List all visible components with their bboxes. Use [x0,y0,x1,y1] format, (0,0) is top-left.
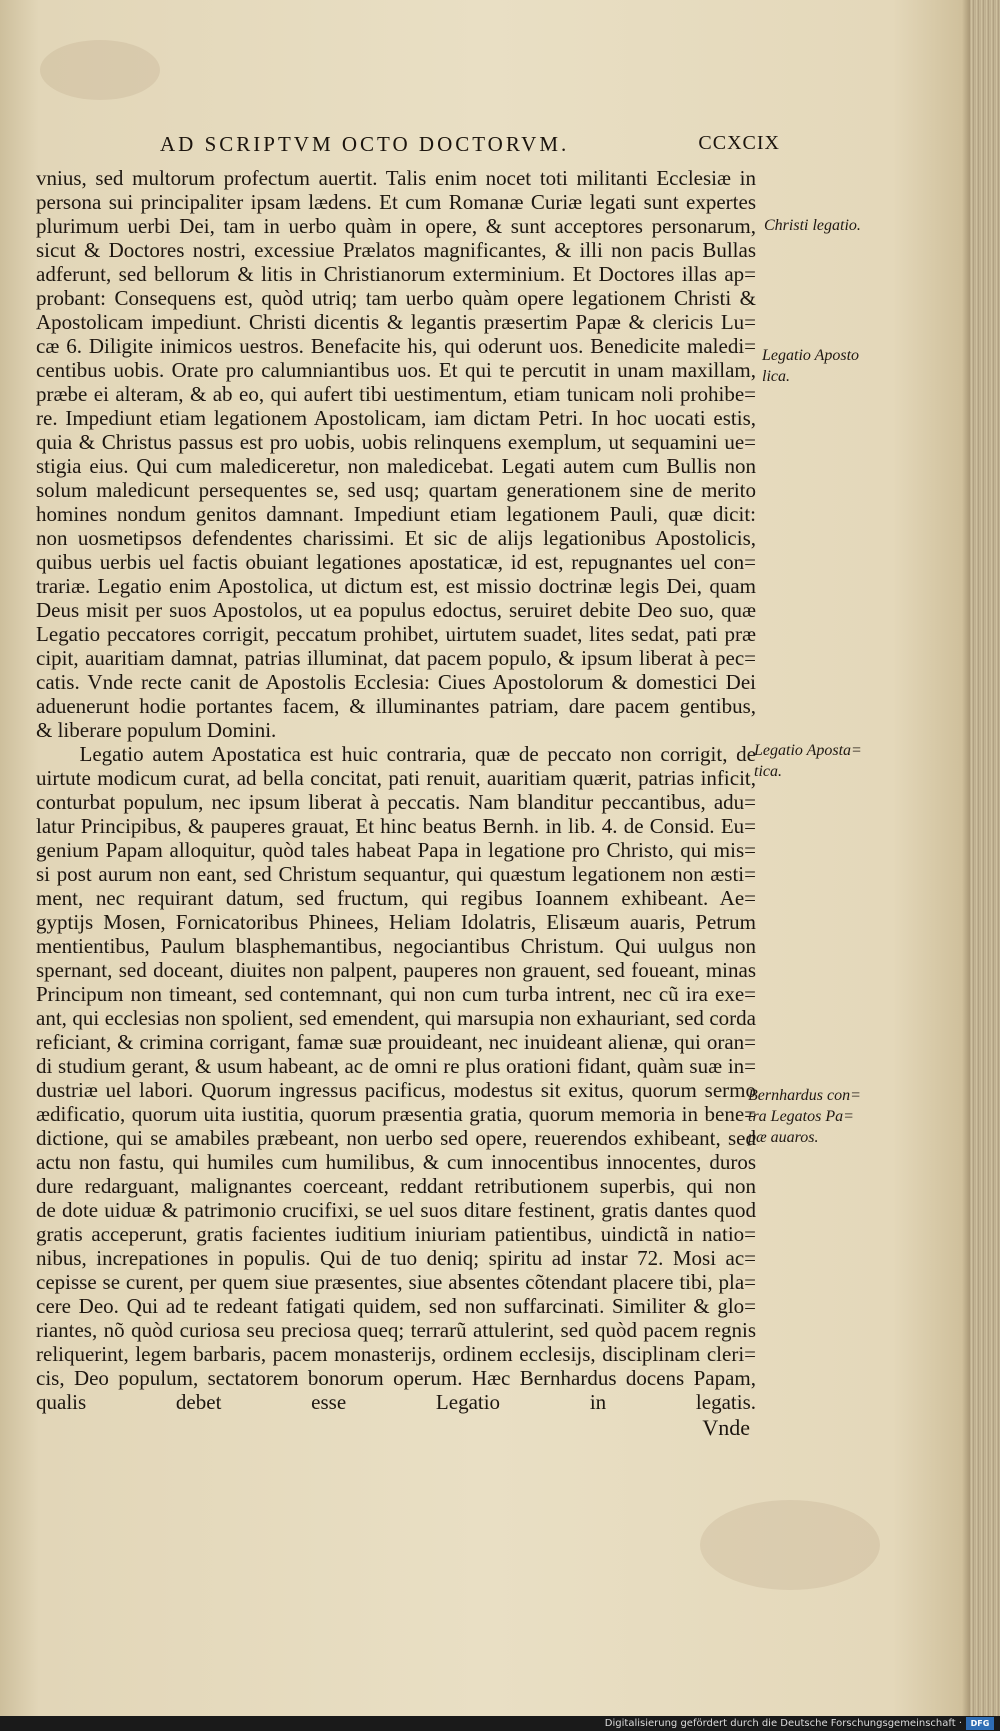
text-line: quibus uerbis uel factis obuiant legationes apostaticæ, id est, repugnantes uel con= [36,550,756,574]
text-line: ment, nec requirant datum, sed fructum, qui regibus Ioannem exhibeant. Ae= [36,886,756,910]
text-line: Deus misit per suos Apostolos, ut ea populus edoctus, seruiret debite Deo suo, quæ [36,598,756,622]
text-line: & liberare populum Domini. [36,718,277,742]
text-line: qualis debet esse Legatio in legatis. [36,1390,756,1414]
page-edges [970,0,1000,1716]
text-line: conturbat populum, nec ipsum liberat à peccatis. Nam blanditur peccantibus, adu= [36,790,756,814]
text-line: catis. Vnde recte canit de Apostolis Ecclesia: Ciues Apostolorum & domestici Dei [36,670,756,694]
text-line: præbe ei alteram, & ab eo, qui aufert tibi uestimentum, etiam tunicam noli prohibe= [36,382,756,406]
text-line: cepisse se curent, per quem siue præsentes, siue absentes cõtendant placere tibi, pla= [36,1270,756,1294]
text-line: mentientibus, Paulum blasphemantibus, negociantibus Christum. Qui uulgus non [36,934,756,958]
text-line: persona sui principaliter ipsam lædens. Et cum Romanæ Curiæ legati sunt expertes [36,190,756,214]
marginal-note: Legatio Aposto lica. [762,347,860,385]
text-line: dictione, qui se amabiles præbeant, non uerbo sed opere, reuerendos exhibeant, sed [36,1126,756,1150]
text-line: Legatio peccatores corrigit, peccatum prohibet, uirtutem suadet, lites sedat, pati præ [36,622,756,646]
paper-stain [40,40,160,100]
bleed-through-text [815,840,895,930]
text-line: cis, Deo populum, sectatorem bonorum operum. Hæc Bernhardus docens Papam, [36,1366,756,1390]
running-head: AD SCRIPTVM OCTO DOCTORVM. [160,132,570,156]
text-line: gratis acceperunt, gratis facientes iuditium iniuriam patientibus, uindictã in natio= [36,1222,756,1246]
text-line: cipit, auaritiam damnat, patrias illuminat, dat pacem populo, & ipsum liberat à pec= [36,646,756,670]
text-line: reficiant, & crimina corrigant, famæ suæ prouideant, nec inuideant alienæ, qui oran= [36,1030,756,1054]
text-line: sicut & Doctores nostri, excessiue Prælatos magnificantes, & illi non pacis Bullas [36,238,756,262]
text-line: plurimum uerbi Dei, tam in uerbo quàm in opere, & sunt acceptores personarum, [36,214,756,238]
text-line: cere Deo. Qui ad te redeant fatigati quidem, sed non suffarcinati. Similiter & glo= [36,1294,756,1318]
text-line: solum maledicunt persequentes se, sed usq; quartam generationem sine de merito [36,478,756,502]
text-line: adferunt, sed bellorum & litis in Christianorum exterminium. Et Doctores illas ap= [36,262,756,286]
digitization-footer [0,1716,1000,1731]
text-line: spernant, sed doceant, diuites non palpent, pauperes non grauent, sed foueant, minas [36,958,756,982]
marginal-note: Christi legatio. [764,217,861,234]
text-line: homines nondum genitos damnant. Impediunt etiam legationem Pauli, quæ dicit: [36,502,756,526]
text-line: vnius, sed multorum profectum auertit. Talis enim nocet toti militanti Ecclesiæ in [36,166,756,190]
text-line: latur Principibus, & pauperes grauat, Et hinc beatus Bernh. in lib. 4. de Consid. Eu= [36,814,756,838]
footer-credit: Digitalisierung gefördert durch die Deutsche Forschungsgemeinschaft · [604,1718,962,1729]
text-line: Apostolicam impediunt. Christi dicentis & legantis præsertim Papæ & clericis Lu= [36,310,756,334]
catchword: Vnde [702,1415,750,1440]
text-line: aduenerunt hodie portantes facem, & illuminantes patriam, dare pacem gentibus, [36,694,756,718]
dfg-logo-icon: DFG [966,1717,994,1730]
text-line: dustriæ uel labori. Quorum ingressus pacificus, modestus sit exitus, quorum sermo [36,1078,756,1102]
text-line: non uosmetipsos defendentes charissimi. Et sic de alijs legationibus Apostolicis, [36,526,756,550]
bleed-through-text [815,1450,895,1530]
text-line: ant, qui ecclesias non spolient, sed emendent, qui marsupia non exhauriant, sed corda [36,1006,756,1030]
text-line: riantes, nõ quòd curiosa seu preciosa queq; terrarũ attulerint, sed quòd pacem regnis [36,1318,756,1342]
page-gutter-shadow [962,0,970,1716]
body-text [36,165,756,1435]
text-line: nibus, increpationes in populis. Qui de tuo deniq; spiritu ad instar 72. Mosi ac= [36,1246,756,1270]
text-line: stigia eius. Qui cum malediceretur, non maledicebat. Legati autem cum Bullis non [36,454,756,478]
text-line: uirtute modicum curat, ad bella concitat, pati renuit, auaritiam quærit, patrias inficit, [36,766,756,790]
text-line: re. Impediunt etiam legationem Apostolicam, iam dictam Petri. In hoc uocati estis, [36,406,756,430]
text-line: di studium gerant, & usum habeant, ac de omni re plus orationi fidant, quàm suæ in= [36,1054,756,1078]
text-line: Legatio autem Apostatica est huic contraria, quæ de peccato non corrigit, de [36,742,756,766]
text-line: trariæ. Legatio enim Apostolica, ut dictum est, est missio doctrinæ legis Dei, quam [36,574,756,598]
text-line: reliquerint, legem barbaris, pacem monasterijs, ordinem ecclesijs, disciplinam cleri= [36,1342,756,1366]
marginal-note: Legatio Aposta= tica. [754,742,862,780]
marginal-note: Bernhardus con= tra Legatos Pa= pæ auaros. [748,1087,861,1146]
text-line: centibus uobis. Orate pro calumniantibus uos. Et qui te percutit in unam maxillam, [36,358,756,382]
folio-number: CCXCIX [698,132,780,154]
text-line: probant: Consequens est, quòd utriq; tam uerbo quàm opere legationem Christi & [36,286,756,310]
text-line: ædificatio, quorum uita iustitia, quorum præsentia gratia, quorum memoria in bene= [36,1102,756,1126]
text-line: gyptijs Mosen, Fornicatoribus Phinees, Heliam Idolatris, Elisæum auaris, Petrum [36,910,756,934]
text-line: dure redarguant, malignantes coerceant, reddant retributionem superbis, qui non [36,1174,756,1198]
text-line: genium Papam alloquitur, quòd tales habeat Papa in legatione pro Christo, qui mis= [36,838,756,862]
text-line [36,1413,756,1440]
text-line: si post aurum non eant, sed Christum sequantur, qui quæstum legationem non æsti= [36,862,756,886]
text-line: Principum non timeant, sed contemnant, qui non cum turba intrent, nec cũ ira exe= [36,982,756,1006]
text-line: quia & Christus passus est pro uobis, uobis relinquens exemplum, ut sequamini ue= [36,430,756,454]
text-line: cæ 6. Diligite inimicos uestros. Benefacite his, qui oderunt uos. Benedicite maledi= [36,334,756,358]
text-line: de dote uiduæ & patrimonio crucifixi, se uel suos ditare festinent, gratis dantes quod [36,1198,756,1222]
text-line: actu non fastu, qui humiles cum humilibus, & cum innocentibus innocentes, duros [36,1150,756,1174]
